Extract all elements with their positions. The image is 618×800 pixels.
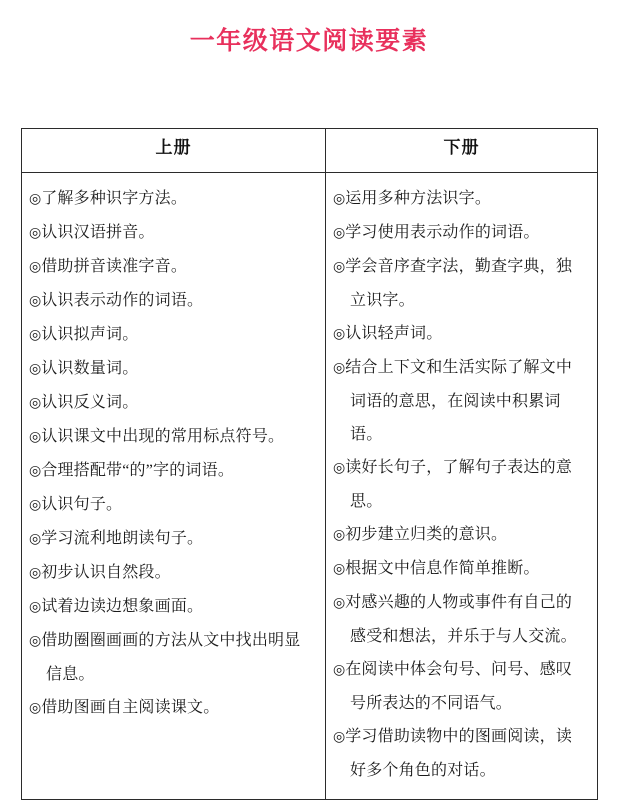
list-item bbox=[333, 552, 588, 586]
list-item-text: 借助圈圈画画的方法从文中找出明显信息。 bbox=[41, 632, 301, 683]
volume-2-content bbox=[326, 173, 597, 799]
volume-1-content bbox=[22, 173, 325, 737]
list-item-text: 学习流利地朗读句子。 bbox=[41, 530, 204, 547]
list-item-text: 根据文中信息作简单推断。 bbox=[345, 560, 540, 577]
list-item-text: 认识反义词。 bbox=[41, 394, 139, 411]
bullet-marker-icon: ◎ bbox=[333, 596, 346, 611]
bullet-marker-icon: ◎ bbox=[333, 361, 346, 376]
bullet-marker-icon: ◎ bbox=[333, 663, 346, 678]
list-item-text: 学习借助读物中的图画阅读，读好多个角色的对话。 bbox=[345, 728, 573, 779]
bullet-marker-icon: ◎ bbox=[29, 396, 42, 411]
column-header-volume-2: 下册 bbox=[326, 129, 598, 173]
list-item-text: 认识表示动作的词语。 bbox=[41, 292, 204, 309]
list-item-text: 认识汉语拼音。 bbox=[41, 224, 155, 241]
bullet-marker-icon: ◎ bbox=[29, 566, 42, 581]
bullet-marker-icon: ◎ bbox=[333, 528, 346, 543]
bullet-marker-icon: ◎ bbox=[333, 461, 346, 476]
list-item bbox=[29, 182, 316, 216]
volume-2-item-list bbox=[333, 182, 588, 787]
list-item-text: 运用多种方法识字。 bbox=[345, 190, 492, 207]
reading-elements-table bbox=[21, 128, 598, 800]
list-item-text: 对感兴趣的人物或事件有自己的感受和想法，并乐于与人交流。 bbox=[345, 594, 577, 645]
list-item bbox=[29, 284, 316, 318]
list-item bbox=[333, 720, 588, 787]
list-item bbox=[333, 351, 588, 451]
list-item bbox=[333, 216, 588, 250]
table-header-row bbox=[22, 129, 598, 173]
list-item-text: 了解多种识字方法。 bbox=[41, 190, 188, 207]
list-item bbox=[29, 590, 316, 624]
volume-1-item-list bbox=[29, 182, 316, 725]
page-title: 一年级语文阅读要素 bbox=[189, 27, 429, 55]
bullet-marker-icon: ◎ bbox=[29, 532, 42, 547]
list-item bbox=[333, 182, 588, 216]
list-item-text: 认识拟声词。 bbox=[41, 326, 139, 343]
list-item-text: 初步认识自然段。 bbox=[41, 564, 171, 581]
list-item bbox=[333, 518, 588, 552]
table-header bbox=[22, 129, 598, 173]
reading-elements-table-container bbox=[21, 128, 597, 800]
list-item bbox=[333, 250, 588, 317]
bullet-marker-icon: ◎ bbox=[333, 226, 346, 241]
bullet-marker-icon: ◎ bbox=[333, 192, 346, 207]
list-item bbox=[29, 691, 316, 725]
list-item bbox=[29, 488, 316, 522]
list-item-text: 认识数量词。 bbox=[41, 360, 139, 377]
list-item-text: 学习使用表示动作的词语。 bbox=[345, 224, 540, 241]
list-item bbox=[29, 352, 316, 386]
list-item bbox=[29, 522, 316, 556]
list-item bbox=[29, 216, 316, 250]
bullet-marker-icon: ◎ bbox=[29, 498, 42, 513]
bullet-marker-icon: ◎ bbox=[29, 192, 42, 207]
list-item bbox=[29, 454, 316, 488]
bullet-marker-icon: ◎ bbox=[333, 327, 346, 342]
bullet-marker-icon: ◎ bbox=[29, 328, 42, 343]
list-item-text: 借助图画自主阅读课文。 bbox=[41, 699, 220, 716]
list-item bbox=[29, 386, 316, 420]
list-item bbox=[29, 556, 316, 590]
bullet-marker-icon: ◎ bbox=[333, 730, 346, 745]
list-item-text: 试着边读边想象画面。 bbox=[41, 598, 204, 615]
column-cell-volume-2 bbox=[326, 173, 598, 800]
list-item-text: 合理搭配带“的”字的词语。 bbox=[41, 462, 235, 479]
list-item-text: 在阅读中体会句号、问号、感叹号所表达的不同语气。 bbox=[345, 661, 573, 712]
column-header-volume-1: 上册 bbox=[22, 129, 326, 173]
list-item-text: 学会音序查字法，勤查字典，独立识字。 bbox=[345, 258, 573, 309]
bullet-marker-icon: ◎ bbox=[333, 260, 346, 275]
list-item bbox=[333, 586, 588, 653]
list-item bbox=[29, 318, 316, 352]
bullet-marker-icon: ◎ bbox=[29, 464, 42, 479]
list-item bbox=[333, 653, 588, 720]
bullet-marker-icon: ◎ bbox=[29, 260, 42, 275]
bullet-marker-icon: ◎ bbox=[29, 430, 42, 445]
column-cell-volume-1 bbox=[22, 173, 326, 800]
list-item bbox=[29, 420, 316, 454]
list-item bbox=[29, 624, 316, 691]
list-item bbox=[333, 451, 588, 518]
list-item-text: 认识句子。 bbox=[41, 496, 123, 513]
list-item-text: 认识课文中出现的常用标点符号。 bbox=[41, 428, 285, 445]
list-item-text: 认识轻声词。 bbox=[345, 325, 443, 342]
list-item-text: 初步建立归类的意识。 bbox=[345, 526, 508, 543]
bullet-marker-icon: ◎ bbox=[29, 701, 42, 716]
table-body bbox=[22, 173, 598, 800]
bullet-marker-icon: ◎ bbox=[29, 600, 42, 615]
bullet-marker-icon: ◎ bbox=[29, 362, 42, 377]
bullet-marker-icon: ◎ bbox=[333, 562, 346, 577]
list-item bbox=[333, 317, 588, 351]
bullet-marker-icon: ◎ bbox=[29, 294, 42, 309]
list-item-text: 读好长句子，了解句子表达的意思。 bbox=[345, 459, 573, 510]
bullet-marker-icon: ◎ bbox=[29, 634, 42, 649]
table-row bbox=[22, 173, 598, 800]
list-item-text: 结合上下文和生活实际了解文中词语的意思，在阅读中积累词语。 bbox=[345, 359, 573, 443]
list-item bbox=[29, 250, 316, 284]
list-item-text: 借助拼音读准字音。 bbox=[41, 258, 188, 275]
bullet-marker-icon: ◎ bbox=[29, 226, 42, 241]
